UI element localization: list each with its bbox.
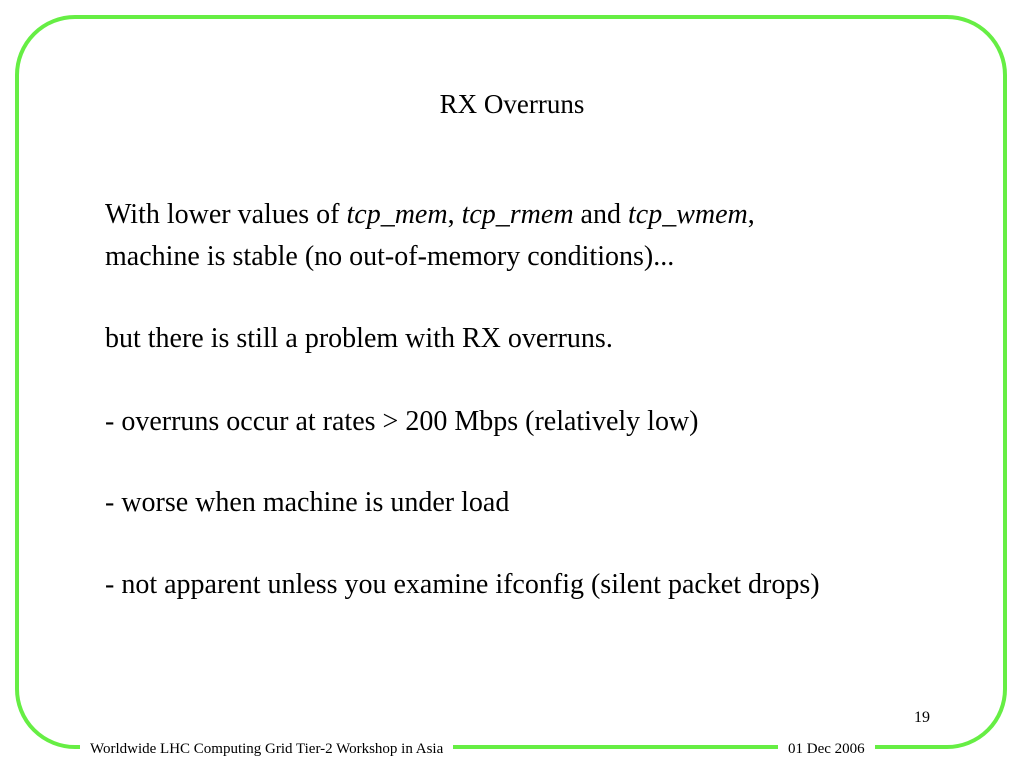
footer [0, 730, 1024, 766]
body-line-1 [105, 198, 755, 232]
body-line-6: - not apparent unless you examine ifconfig (silent packet drops) [105, 569, 820, 600]
page-number: 19 [914, 709, 930, 726]
slide-title: RX Overruns [439, 89, 585, 119]
body-line-1-post: , [747, 199, 755, 230]
body-line-1-sep2: and [573, 199, 628, 230]
body-line-1-pre: With lower values of [105, 199, 347, 230]
footer-left-text: Worldwide LHC Computing Grid Tier-2 Workshop in Asia [80, 739, 453, 759]
term-tcp-mem: tcp_mem [346, 199, 448, 230]
body-line-2: machine is stable (no out-of-memory conditions)... [105, 241, 675, 272]
body-line-4: - overruns occur at rates > 200 Mbps (relatively low) [105, 406, 699, 437]
footer-date: 01 Dec 2006 [778, 739, 875, 759]
body-line-3: but there is still a problem with RX overruns. [105, 323, 613, 354]
slide-frame [15, 15, 1007, 749]
body-line-5: - worse when machine is under load [105, 487, 510, 518]
term-tcp-rmem: tcp_rmem [461, 199, 574, 230]
term-tcp-wmem: tcp_wmem [627, 199, 748, 230]
body-line-1-sep1: , [447, 199, 462, 230]
